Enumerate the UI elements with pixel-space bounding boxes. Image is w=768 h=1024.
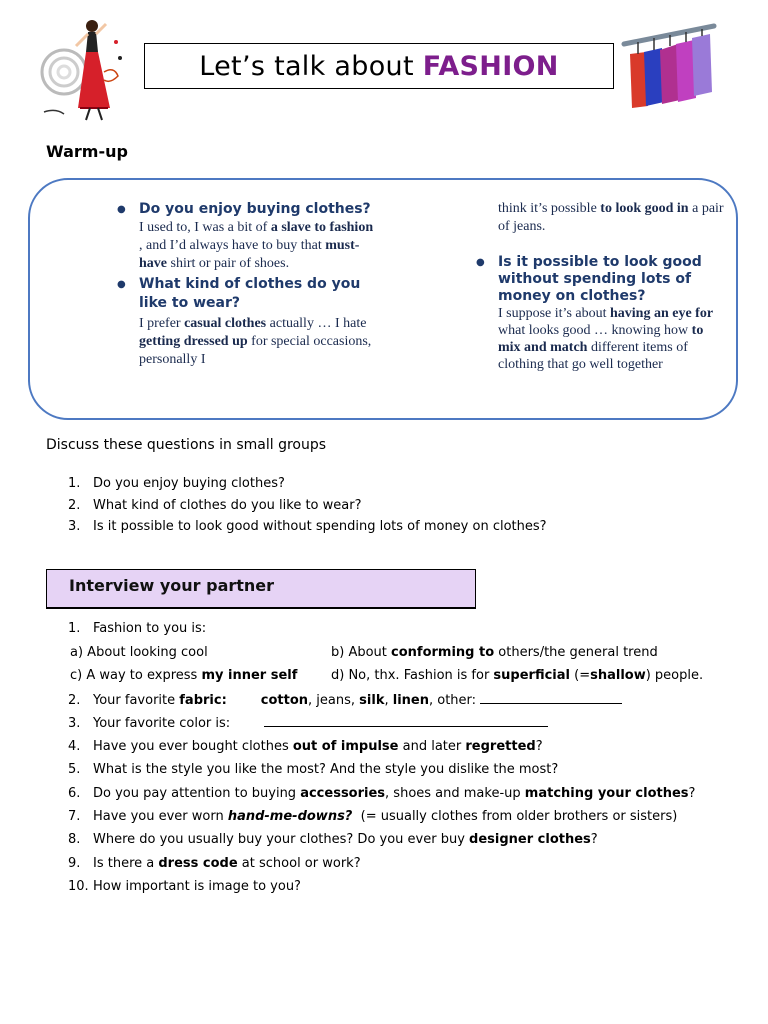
- interview-heading-box: [46, 569, 476, 609]
- bubble-question-3: ● Is it possible to look good without spending lots of money on clothes?: [498, 254, 726, 305]
- option-b: b) About conforming to others/the general trend: [331, 645, 658, 660]
- interview-item-5: 5. What is the style you like the most? And the style you dislike the most?: [68, 762, 559, 777]
- interview-item-1: 1. Fashion to you is:: [68, 621, 207, 636]
- option-a: a) About looking cool: [70, 645, 208, 660]
- title-accent: FASHION: [422, 50, 559, 82]
- color-blank[interactable]: [264, 715, 548, 727]
- interview-item-3: 3. Your favorite color is:: [68, 715, 548, 731]
- bubble-column-right: [498, 200, 726, 373]
- interview-item-4: 4. Have you ever bought clothes out of impulse and later regretted?: [68, 739, 543, 754]
- fashion-woman-icon: [34, 12, 130, 126]
- bubble-answer-2: I prefer casual clothes actually … I hate getting dressed up for special occasions, personally I: [139, 316, 372, 367]
- bubble-question-1: ● Do you enjoy buying clothes?: [139, 200, 374, 219]
- interview-item-9: 9. Is there a dress code at school or work?: [68, 856, 361, 871]
- option-d: d) No, thx. Fashion is for superficial (=shallow) people.: [331, 668, 704, 683]
- fabric-blank[interactable]: [480, 692, 622, 704]
- list-item: 1. Do you enjoy buying clothes?: [68, 476, 285, 491]
- bubble-answer-2-continued: think it’s possible to look good in a pair of jeans.: [498, 201, 724, 234]
- interview-item-2: 2. Your favorite fabric: cotton, jeans, silk, linen, other:: [68, 692, 622, 708]
- interview-item-8: 8. Where do you usually buy your clothes? Do you ever buy designer clothes?: [68, 832, 598, 847]
- bubble-answer-3: I suppose it’s about having an eye for what looks good … knowing how to mix and match different items of clothing that go well together: [498, 306, 714, 372]
- page-title-box: [144, 43, 614, 89]
- warmup-heading: Warm-up: [46, 142, 128, 161]
- discussion-question-list: [68, 473, 547, 538]
- list-item: 3. Is it possible to look good without spending lots of money on clothes?: [68, 519, 547, 534]
- interview-heading: Interview your partner: [69, 576, 275, 595]
- interview-item-10: 10. How important is image to you?: [68, 879, 301, 894]
- page-title: Let’s talk about FASHION: [199, 50, 559, 82]
- interview-item-7: 7. Have you ever worn hand-me-downs? (= usually clothes from older brothers or sisters): [68, 809, 678, 824]
- bubble-answer-1: I used to, I was a bit of a slave to fashion , and I’d always have to buy that must-have shirt or pair of shoes.: [139, 220, 374, 271]
- discuss-intro: Discuss these questions in small groups: [46, 437, 327, 453]
- list-item: 2. What kind of clothes do you like to wear?: [68, 497, 362, 513]
- bubble-question-2: ● What kind of clothes do you like to wear?: [139, 275, 374, 313]
- clothes-rack-icon: [620, 22, 720, 114]
- bubble-column-left: [139, 200, 374, 369]
- option-c: c) A way to express my inner self: [70, 668, 298, 683]
- interview-item-6: 6. Do you pay attention to buying accessories, shoes and make-up matching your clothes?: [68, 786, 696, 801]
